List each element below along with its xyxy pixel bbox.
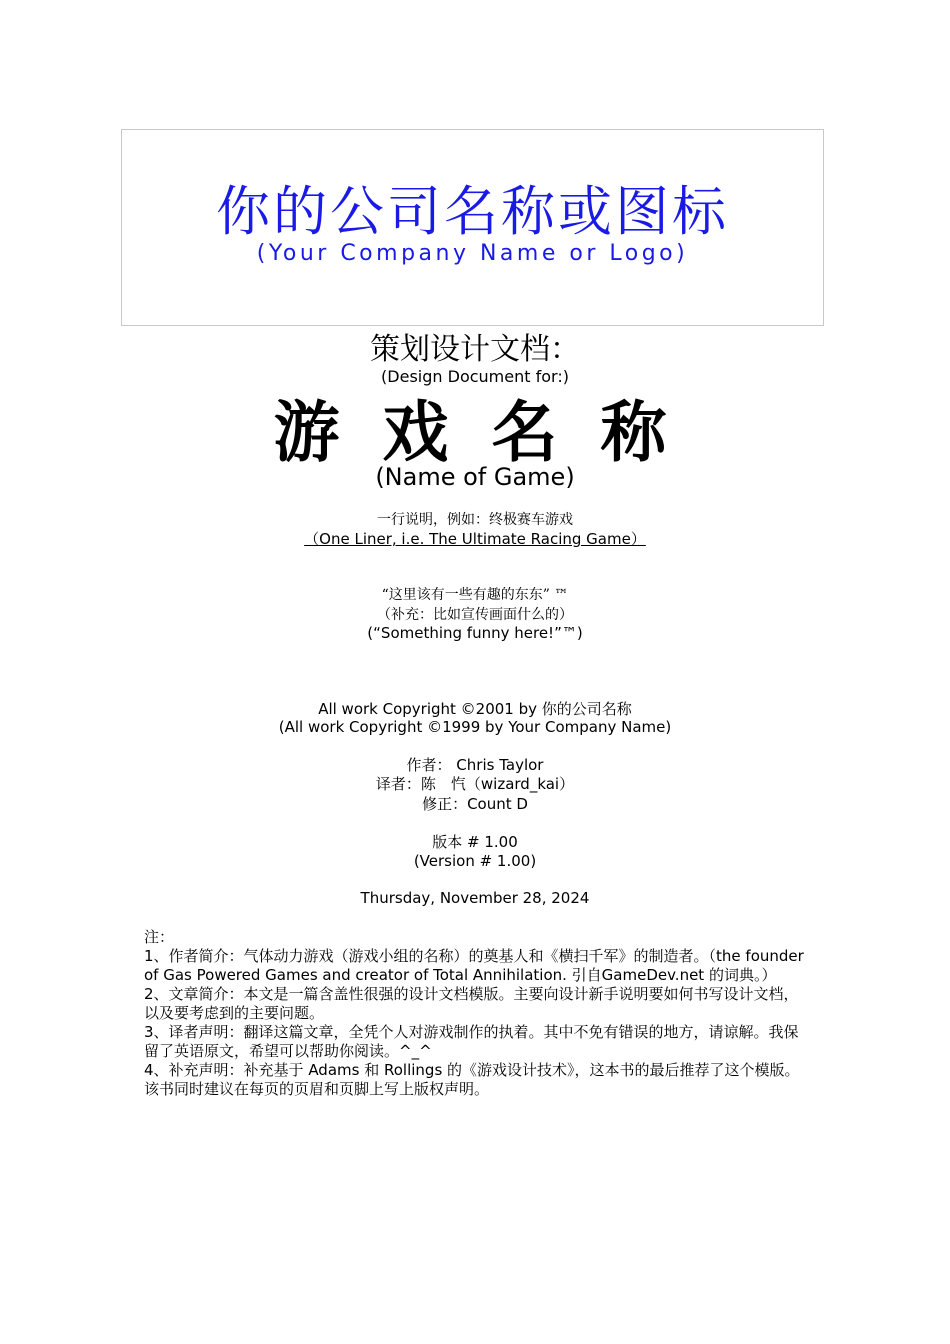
design-document-title-en: (Design Document for:) xyxy=(381,367,569,386)
company-logo-placeholder xyxy=(121,129,824,326)
funny-line-en: (“Something funny here!”™) xyxy=(367,624,583,642)
copyright-line-cn: All work Copyright ©2001 by 你的公司名称 xyxy=(318,700,632,718)
note-item: 1、作者简介：气体动力游戏（游戏小组的名称）的奠基人和《横扫千军》的制造者。（the founder of Gas Powered Games and creator of Total Annihilation. 引自GameDev.net 的词典。） xyxy=(144,947,804,984)
game-name-en: (Name of Game) xyxy=(375,463,575,491)
note-item: 3、译者声明：翻译这篇文章，全凭个人对游戏制作的执着。其中不免有错误的地方，请谅解。我保留了英语原文，希望可以帮助你阅读。^_^ xyxy=(144,1023,799,1060)
note-item: 2、文章简介：本文是一篇含盖性很强的设计文档模版。主要向设计新手说明要如何书写设计文档，以及要考虑到的主要问题。 xyxy=(144,985,799,1022)
version-cn: 版本 # 1.00 xyxy=(432,833,518,851)
funny-line-cn: “这里该有一些有趣的东东” ™ xyxy=(381,587,569,603)
one-liner-en: （One Liner, i.e. The Ultimate Racing Game） xyxy=(304,530,646,548)
one-liner-cn: 一行说明，例如：终极赛车游戏 xyxy=(377,512,573,528)
revision-credit: 修正：Count D xyxy=(422,795,528,813)
notes-heading: 注： xyxy=(144,928,175,946)
version-en: (Version # 1.00) xyxy=(413,852,537,870)
design-document-title-cn: 策划设计文档： xyxy=(370,332,580,367)
note-item: 4、补充声明：补充基于 Adams 和 Rollings 的《游戏设计技术》，这本书的最后推荐了这个模版。该书同时建议在每页的页眉和页脚上写上版权声明。 xyxy=(144,1061,800,1098)
company-name-cn: 你的公司名称或图标 xyxy=(216,180,729,243)
game-name-cn: 游 戏 名 称 xyxy=(273,393,677,471)
company-name-en: (Your Company Name or Logo) xyxy=(256,241,689,266)
author-credit: 作者： Chris Taylor xyxy=(406,756,544,774)
document-date: Thursday, November 28, 2024 xyxy=(360,889,590,907)
copyright-line-en: (All work Copyright ©1999 by Your Company Name) xyxy=(278,718,672,736)
notes-section xyxy=(144,928,810,1099)
funny-note-cn: （补充：比如宣传画面什么的） xyxy=(377,607,573,623)
one-liner-en-container xyxy=(0,530,950,549)
translator-credit: 译者：陈 忾（wizard_kai） xyxy=(375,775,575,793)
